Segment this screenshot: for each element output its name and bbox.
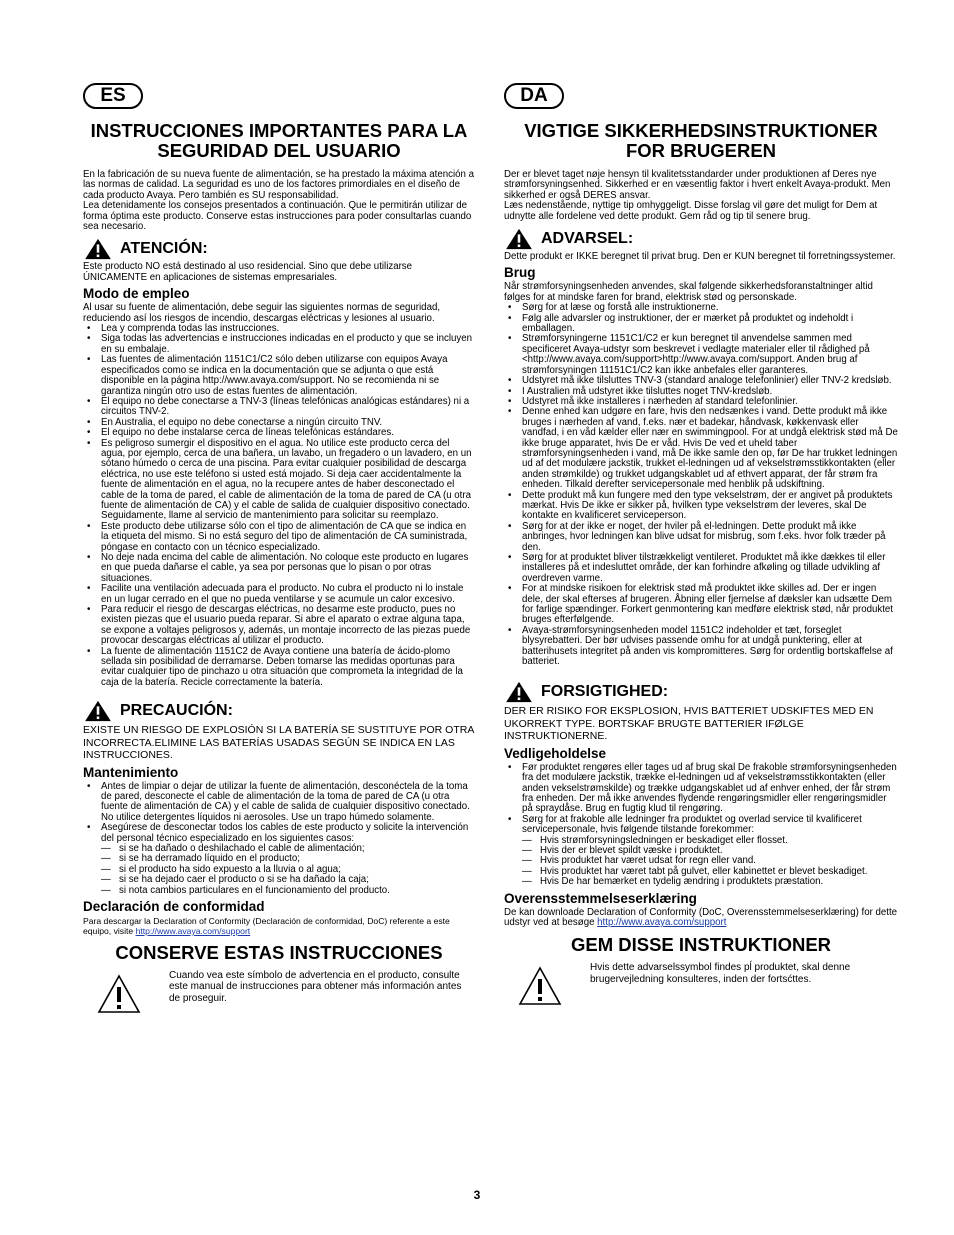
es-precaucion-title: PRECAUCIÓN: <box>120 702 233 720</box>
warning-outline-icon <box>518 966 562 1006</box>
list-item: • I Australien må udstyret ikke tilsluttes noget TNV-kredsløb. <box>504 387 898 397</box>
list-item: • Dette produkt må kun fungere med den type vekselstrøm, der er angivet på produktets mærkat. Hvis De ikke er sikker på, hvilken type vekselstrøm der leveres, skal De kontakte en kvalificeret serviceperson. <box>504 491 898 522</box>
spanish-column <box>83 83 475 1014</box>
list-item: • Siga todas las advertencias e instrucciones indicadas en el producto y que se incluyen en su embalaje. <box>83 334 475 355</box>
es-atencion-text: Este producto NO está destinado al uso residencial. Sino que debe utilizarse ÚNICAMENTE en aplicaciones de sistemas empresariales. <box>83 261 413 283</box>
list-item: • Este producto debe utilizarse sólo con el tipo de alimentación de CA que se indica en la etiqueta del mismo. Si no está seguro del tipo de alimentación de CA suministrada, póngase en contacto con un técnico especializado. <box>83 522 475 553</box>
da-brug-intro: Når strømforsyningsenheden anvendes, skal følgende sikkerhedsforanstaltninger altid følges for at mindske faren for brand, elektrisk stød og personskade. <box>504 281 873 303</box>
da-main-title: VIGTIGE SIKKERHEDSINSTRUKTIONER FOR BRUGEREN <box>524 120 878 161</box>
list-item: • Las fuentes de alimentación 1151C1/C2 sólo deben utilizarse con equipos Avaya especificados como se indica en la documentación que se adjunta o que está disponible en la página http://www.avaya.com/support. No se recomienda ni se garantiza ningún otro uso de estas fuentes de alimentación. <box>83 355 475 397</box>
da-vedl-title: Vedligeholdelse <box>504 745 607 761</box>
es-conserve-title: CONSERVE ESTAS INSTRUCCIONES <box>115 941 443 963</box>
list-item: • Sørg for at der ikke er noget, der hviler på el-ledningen. Dette produkt må ikke anbringes, hvor ledningen kan blive udsat for misbrug, som f.eks. hvor folk træder på den. <box>504 522 898 553</box>
es-symbol-text: Cuando vea este símbolo de advertencia en el producto, consulte este manual de instrucciones para obtener más información antes de proseguir. <box>169 969 462 1004</box>
list-item: — Hvis produktet har været udsat for regn eller vand. <box>504 856 898 866</box>
list-item: • Asegúrese de desconectar todos los cables de este producto y solicite la intervención del personal técnico especializado en los siguientes casos: <box>83 823 475 844</box>
language-badge-es: ES <box>83 83 143 109</box>
warning-icon <box>83 238 113 260</box>
es-precaucion-text: EXISTE UN RIESGO DE EXPLOSIÓN SI LA BATERÍA SE SUSTITUYE POR OTRA INCORRECTA.ELIMINE LAS BATERÍAS USADAS SEGÚN SE INDICA EN LAS INSTRUCCIONES. <box>83 724 474 762</box>
list-item: • Antes de limpiar o dejar de utilizar la fuente de alimentación, desconéctela de la toma de pared, desconecte el cable de alimentación de la toma de pared de CA (u otra fuente de alimentación de CA) y el cable de salida de cualquier dispositivo conectado. No utilice detergentes líquidos ni aerosoles. Use un trapo húmedo solamente. <box>83 782 475 824</box>
list-item: • Strømforsyningerne 1151C1/C2 er kun beregnet til anvendelse sammen med specificeret Avaya-udstyr som beskrevet i vedlagte materialer eller til rådighed på <http://www.avaya.com/support>http://www.avaya.com/support. Anden brug af strømforsyningen 11151C1/C2 kan ikke anbefales eller garanteres. <box>504 334 898 376</box>
list-item: — si se ha dañado o deshilachado el cable de alimentación; <box>83 844 475 854</box>
es-decl-paragraph <box>83 916 475 936</box>
language-badge-da: DA <box>504 83 564 109</box>
es-decl-title: Declaración de conformidad <box>83 898 265 914</box>
da-advarsel-text: Dette produkt er IKKE beregnet til privat brug. Den er KUN beregnet til forretningssystemer. <box>504 251 896 263</box>
list-item: — Hvis strømforsyningsledningen er beskadiget eller flosset. <box>504 836 898 846</box>
es-modo-intro: Al usar su fuente de alimentación, debe seguir las siguientes normas de seguridad, reduciendo así los riesgos de incendio, descargas eléctricas y lesiones al usuario. <box>83 302 441 324</box>
es-main-title: INSTRUCCIONES IMPORTANTES PARA LA SEGURIDAD DEL USUARIO <box>90 120 468 161</box>
list-item: • El equipo no debe instalarse cerca de líneas telefónicas estándares. <box>83 428 475 438</box>
da-intro: Der er blevet taget nøje hensyn til kvalitetsstandarder under produktionen af Deres nye strømforsyningsenhed. Sikkerhed er en væsentlig faktor i hvert enkelt Avaya-produkt. Men sikkerhed er også DERES ansvar. Læs nedenstående, nyttige tip omhyggeligt. Disse forslag vil gøre det muligt for Dem at udnytte alle fordelene ved dette produkt. Gem råd og tip til senere brug. <box>504 169 891 222</box>
da-brug-title: Brug <box>504 265 536 281</box>
warning-icon <box>83 700 113 722</box>
es-decl-text: Para descargar la Declaration of Conformity (Declaración de conformidad, DoC) referente a este equipo, visite <box>83 915 450 936</box>
es-precaucion-heading <box>83 700 475 722</box>
page-number: 3 <box>473 1188 481 1202</box>
es-symbol-note <box>83 970 475 1014</box>
list-item: • Sørg for at læse og forstå alle instruktionerne. <box>504 303 898 313</box>
da-advarsel-heading <box>504 228 898 250</box>
list-item: • Lea y comprenda todas las instrucciones. <box>83 324 475 334</box>
es-modo-title: Modo de empleo <box>83 286 190 302</box>
da-forsigtighed-text: DER ER RISIKO FOR EKSPLOSION, HVIS BATTERIET UDSKIFTES MED EN UKORREKT TYPE. BORTSKAF BRUGTE BATTERIER IFØLGE INSTRUKTIONERNE. <box>504 705 874 743</box>
da-vedl-list <box>504 763 898 836</box>
da-overens-text: De kan downloade Declaration of Conformity (DoC, Overensstemmelseserklæring) for dette udstyr ved at besøge <box>504 906 898 928</box>
warning-icon <box>504 228 534 250</box>
da-vedl-dash-list <box>504 836 898 888</box>
es-intro: En la fabricación de su nueva fuente de alimentación, se ha prestado la máxima atención a las normas de calidad. La seguridad es uno de los factores primordiales en el diseño de cada producto Avaya. Pero también es SU responsabilidad. Lea detenidamente los consejos presentados a continuación. Que le permitirán utilizar de forma óptima este producto. Conserve estas instrucciones para poder consultarlas cuando sea necesario. <box>83 169 474 233</box>
list-item: • Sørg for at produktet bliver tilstrækkeligt ventileret. Produktet må ikke dækkes til eller installeres på et indesluttet område, der kan forhindre afkøling og tillade udvikling af overdreven varme. <box>504 553 898 584</box>
list-item: — si se ha derramado líquido en el producto; <box>83 854 475 864</box>
da-support-link[interactable]: http://www.avaya.com/support <box>597 916 727 928</box>
da-forsigtighed-heading <box>504 681 898 703</box>
list-item: • Udstyret må ikke tilsluttes TNV-3 (standard analoge telefonlinier) eller TNV-2 kredsløb. <box>504 376 898 386</box>
da-overens-paragraph <box>504 908 898 929</box>
list-item: • El equipo no debe conectarse a TNV-3 (líneas telefónicas analógicas estándares) ni a circuitos TNV-2. <box>83 397 475 418</box>
list-item: • Avaya-strømforsyningsenheden model 1151C2 indeholder et tæt, forseglet blysyrebatteri. Der bør udvises passende omhu for at undgå punktering, eller at batterihusets integritet på anden vis kompromitteres. Sørg for ordentlig bortskaffelse af batteriet. <box>504 626 898 668</box>
warning-outline-icon <box>97 974 141 1014</box>
list-item: • La fuente de alimentación 1151C2 de Avaya contiene una batería de ácido-plomo sellada sin posibilidad de derramarse. Deben tomarse las medidas oportunas para evitar cualquier tipo de pinchazo u otra situación que comprometa la integridad de la caja de la batería. Recicle correctamente la batería. <box>83 647 475 689</box>
list-item: — si se ha dejado caer el producto o si se ha dañado la caja; <box>83 875 475 885</box>
list-item: • Es peligroso sumergir el dispositivo en el agua. No utilice este producto cerca del agua, por ejemplo, cerca de una bañera, un lavabo, un fregadero o un lavadero, en un sótano húmedo o cerca de una piscina. Para evitar cualquier posibilidad de descarga eléctrica, no use este teléfono si usted está mojado. Si deja caer accidentalmente la fuente de alimentación en el agua, no la recupere antes de haber desconectado el cable de la toma de pared, el cable de alimentación de la toma de pared de CA (u otra fuente de alimentación de CA) y el cable de salida de cualquier dispositivo conectado. Seguidamente, llame al servicio de mantenimiento para solicitar su reemplazo. <box>83 439 475 522</box>
list-item: • Udstyret må ikke installeres i nærheden af standard telefonlinier. <box>504 397 898 407</box>
da-forsigtighed-title: FORSIGTIGHED: <box>541 683 669 701</box>
list-item: • Para reducir el riesgo de descargas eléctricas, no desarme este producto, pues no existen piezas que el usuario pueda reparar. Si abre el aparato o extrae alguna tapa, se expone a voltajes peligrosos y, además, un montaje incorrecto de las piezas puede provocar descargas eléctricas al utilizar el producto. <box>83 605 475 647</box>
da-advarsel-title: ADVARSEL: <box>541 230 634 248</box>
es-support-link[interactable]: http://www.avaya.com/support <box>135 925 251 936</box>
es-atencion-title: ATENCIÓN: <box>120 240 208 258</box>
list-item: — Hvis der er blevet spildt væske i produktet. <box>504 846 898 856</box>
es-mant-title: Mantenimiento <box>83 764 179 780</box>
list-item: — Hvis De har bemærket en tydelig ændring i produktets præstation. <box>504 877 898 887</box>
list-item: • For at mindske risikoen for elektrisk stød må produktet ikke skilles ad. Der er ingen dele, der skal efterses af brugeren. Åbning eller fjernelse af dæksler kan udsætte Dem for farlige spændinger. Forkert genmontering kan medføre elektrisk stød, når produktet bruges efterfølgende. <box>504 584 898 626</box>
da-symbol-text: Hvis dette advarselssymbol findes pĺ produktet, skal denne brugervejledning konsulteres, inden der fortsćttes. <box>590 962 851 985</box>
da-symbol-note <box>504 962 898 1006</box>
list-item: • Følg alle advarsler og instruktioner, der er mærket på produktet og indeholdt i emballagen. <box>504 314 898 335</box>
list-item: • Facilite una ventilación adecuada para el producto. No cubra el producto ni lo instale en un lugar cerrado en el que no pueda ventilarse y se acumule un calor excesivo. <box>83 584 475 605</box>
list-item: • Før produktet rengøres eller tages ud af brug skal De frakoble strømforsyningsenheden fra det modulære jackstik, trække el-ledningen ud af vekselstrømsstikkontakten (eller anden vekselstrømskilde) og trække udgangskablet ud af enhver enhed, der får strøm fra enheden. Der må ikke anvendes flydende rengøringsmidler eller rengøringsmidler på spraydåse. Brug en fugtig klud til rengøring. <box>504 763 898 815</box>
list-item: • Sørg for at frakoble alle ledninger fra produktet og overlad service til kvalificeret servicepersonale, hvis følgende tilstande forekommer: <box>504 815 898 836</box>
da-overens-title: Overensstemmelseserklæring <box>504 890 697 906</box>
danish-column <box>504 83 898 1006</box>
list-item: — Hvis produktet har været tabt på gulvet, eller kabinettet er blevet beskadiget. <box>504 867 898 877</box>
da-gem-title: GEM DISSE INSTRUKTIONER <box>570 934 832 956</box>
da-brug-list <box>504 303 898 667</box>
list-item: • En Australia, el equipo no debe conectarse a ningún circuito TNV. <box>83 418 475 428</box>
es-mant-dash-list <box>83 844 475 896</box>
list-item: — si el producto ha sido expuesto a la lluvia o al agua; <box>83 865 475 875</box>
list-item: • Denne enhed kan udgøre en fare, hvis den nedsænkes i vand. Dette produkt må ikke bruges i nærheden af vand, f.eks. nær et badekar, håndvask, køkkenvask eller vandfad, i en våd kælder eller nær en swimmingpool. For at undgå elektrisk stød må De ikke bruge apparatet, hvis De er våd. Hvis De ved et uheld taber strømforsyningsenheden i vand, må De ikke samle den op, før De har trukket ledningen ud af det modulære jackstik, trukket el-ledningen ud af vekselstrømsstikkontakten (eller anden strømkilde) og trukket udgangskablet ud af ethvert apparat, der får strøm fra enheden. Tilkald derefter servicepersonale med henblik på udskiftning. <box>504 407 898 490</box>
es-modo-list <box>83 324 475 688</box>
warning-icon <box>504 681 534 703</box>
es-atencion-heading <box>83 238 475 260</box>
list-item: — si nota cambios particulares en el funcionamiento del producto. <box>83 886 475 896</box>
es-mant-list <box>83 782 475 844</box>
list-item: • No deje nada encima del cable de alimentación. No coloque este producto en lugares en que pueda dañarse el cable, ya sea por personas que lo pisan o por otras situaciones. <box>83 553 475 584</box>
